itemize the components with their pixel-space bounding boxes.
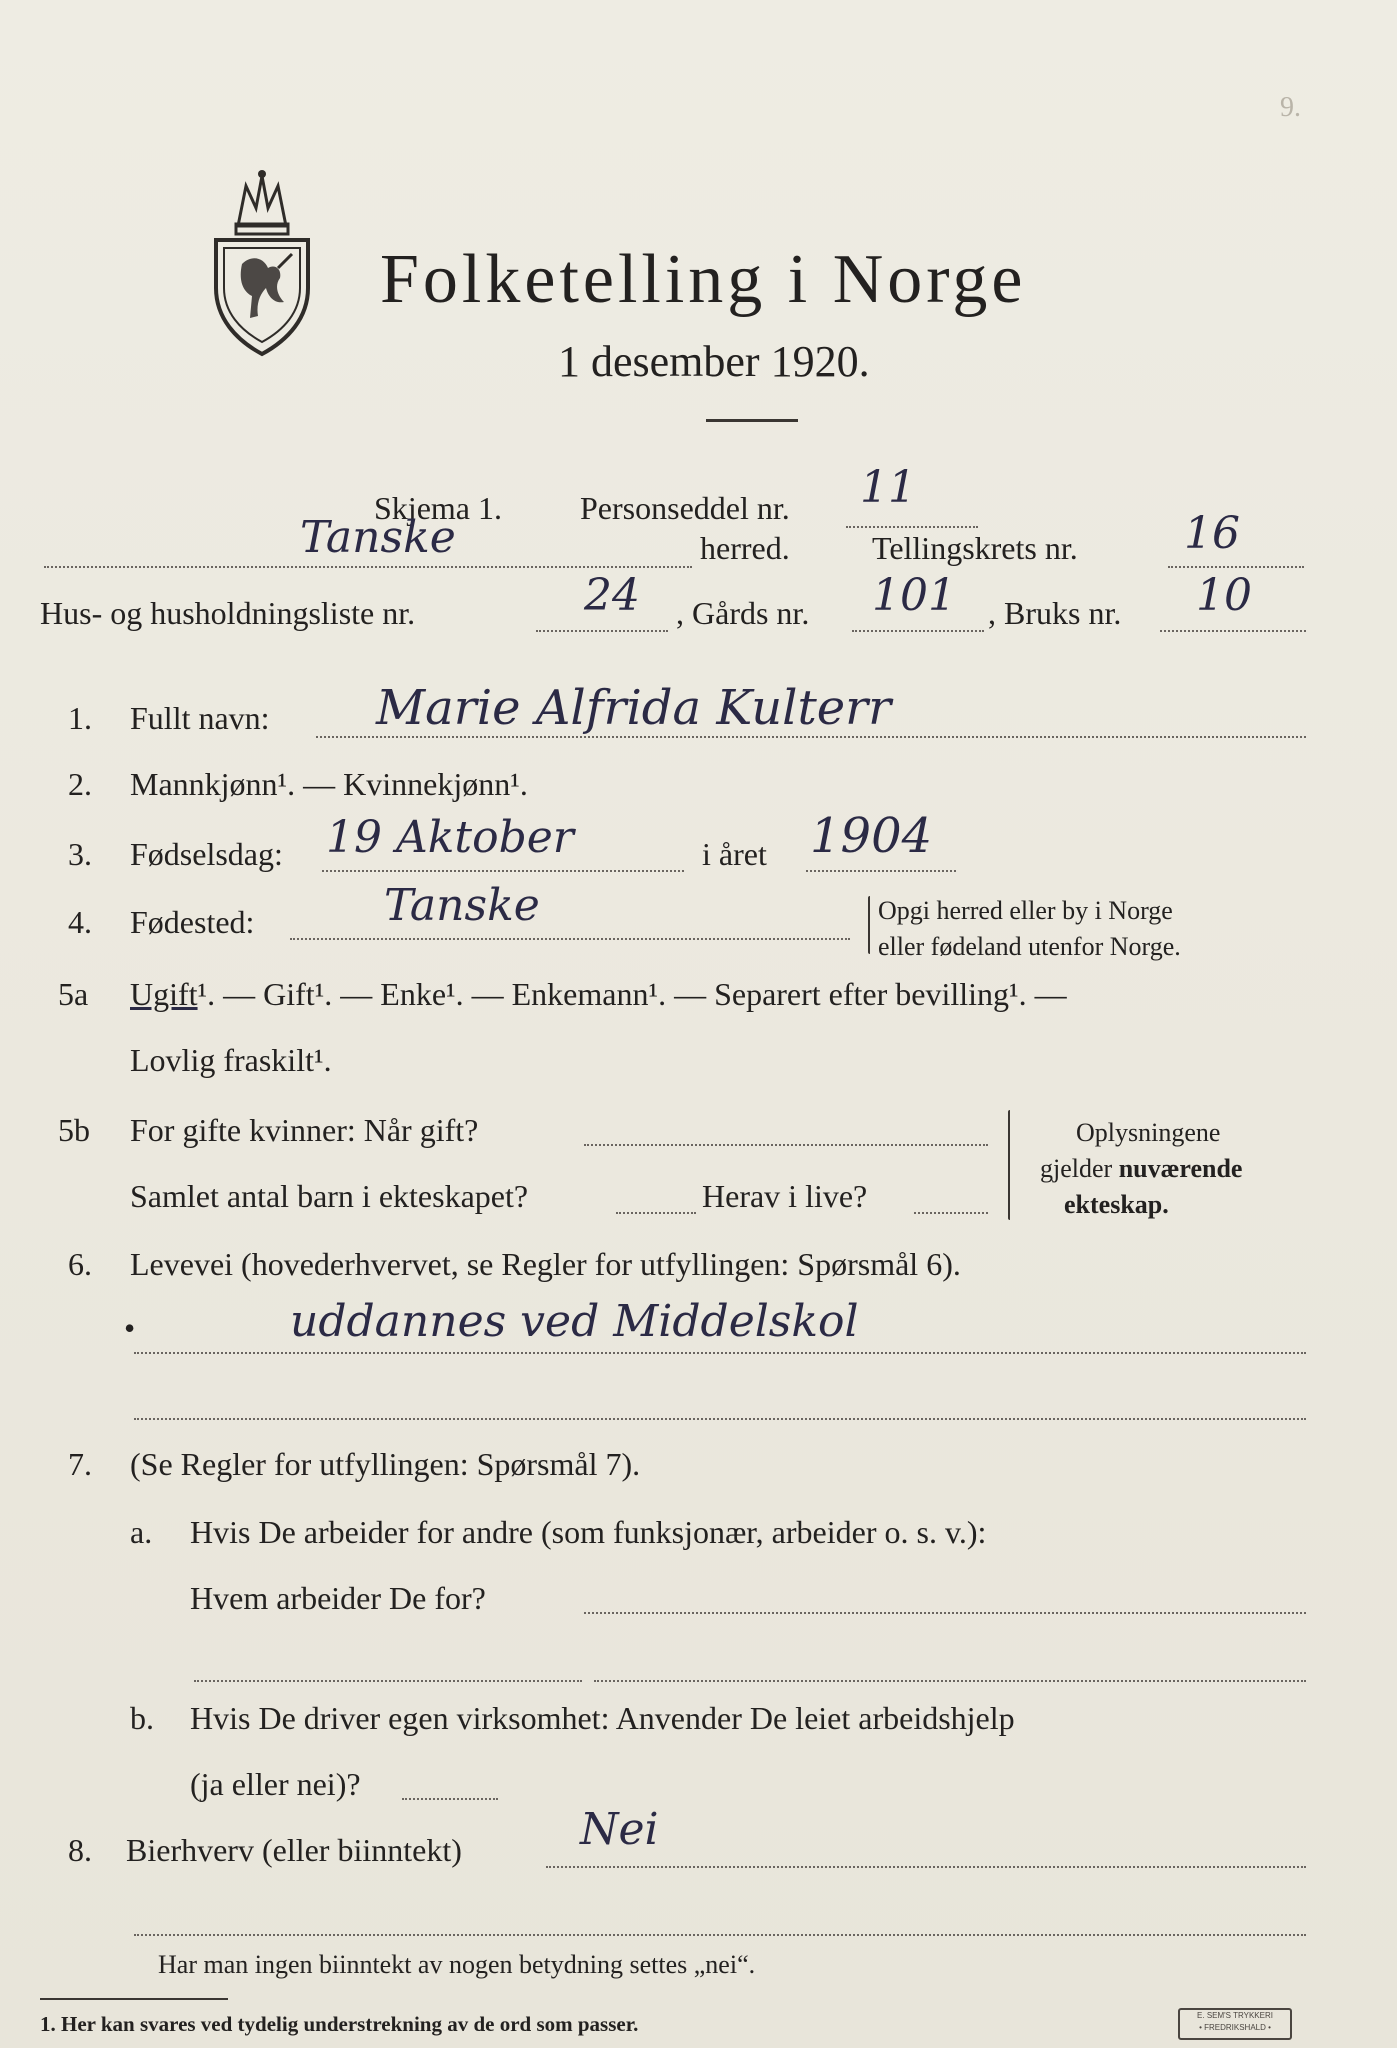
tellingskrets-field[interactable]: [1168, 566, 1304, 568]
bruks-value: 10: [1196, 570, 1252, 621]
tellingskrets-label: Tellingskrets nr.: [872, 530, 1078, 566]
birthplace-brace: [868, 896, 870, 954]
q1-number: 1.: [68, 700, 92, 736]
personseddel-field[interactable]: [846, 526, 978, 528]
title-divider: [706, 419, 798, 422]
printer-line-2: • FREDRIKSHALD •: [1199, 2023, 1271, 2032]
occupation-value: uddannes ved Middelskol: [290, 1296, 859, 1347]
birthplace-note-1: Opgi herred eller by i Norge: [878, 896, 1173, 925]
hired-help-label: (ja eller nei)?: [190, 1766, 361, 1802]
birthplace-note-2: eller fødeland utenfor Norge.: [878, 932, 1181, 961]
children-alive-field[interactable]: [914, 1212, 988, 1214]
marriage-note-1: Oplysningene: [1076, 1118, 1221, 1147]
bleed-through: 9.: [1280, 92, 1301, 123]
q1-label: Fullt navn:: [130, 700, 270, 736]
employer-field-1[interactable]: [584, 1612, 1306, 1614]
bruks-field[interactable]: [1160, 630, 1306, 632]
herred-value: Tanske: [300, 512, 456, 563]
birthdate-value: 19 Aktober: [326, 812, 574, 863]
gards-value: 101: [872, 570, 956, 621]
children-total-field[interactable]: [616, 1212, 696, 1214]
side-income-label: Bierhverv (eller biinntekt): [126, 1832, 462, 1868]
gards-label: , Gårds nr.: [676, 595, 810, 631]
marriage-note-2a: gjelder: [1040, 1154, 1119, 1183]
herred-label: herred.: [700, 530, 790, 566]
employer-label: Hvem arbeider De for?: [190, 1580, 486, 1616]
form-date: 1 desember 1920.: [558, 337, 870, 386]
ugift-underlined: Ugift: [130, 976, 198, 1012]
q5a-number: 5a: [58, 976, 89, 1012]
q2-number: 2.: [68, 766, 92, 802]
side-income-field[interactable]: [546, 1866, 1306, 1868]
herred-field[interactable]: [44, 566, 692, 568]
q7b-text: Hvis De driver egen virksomhet: Anvender De leiet arbeidshjelp: [190, 1700, 1015, 1736]
marital-status-options: [130, 976, 1067, 1013]
occupation-field-1[interactable]: [134, 1352, 1306, 1354]
hus-value: 24: [584, 570, 640, 621]
marriage-note-3: ekteskap.: [1064, 1190, 1169, 1219]
marital-status-rest: ¹. — Gift¹. — Enke¹. — Enkemann¹. — Separert efter bevilling¹. —: [197, 976, 1067, 1012]
bruks-label: , Bruks nr.: [988, 595, 1122, 631]
birthplace-value: Tanske: [384, 880, 540, 931]
side-income-value: Nei: [580, 1804, 659, 1855]
birthplace-field[interactable]: [290, 938, 850, 940]
birth-year-label: i året: [702, 836, 767, 872]
occupation-bullet: •: [124, 1310, 136, 1346]
marriage-note-2: [1040, 1154, 1242, 1184]
side-income-field-2[interactable]: [134, 1934, 1306, 1936]
q4-number: 4.: [68, 904, 92, 940]
printer-stamp: [1178, 2008, 1292, 2040]
q3-number: 3.: [68, 836, 92, 872]
q7a-number: a.: [130, 1514, 153, 1550]
marriage-note-brace: [1008, 1110, 1010, 1220]
personseddel-value: 11: [860, 462, 916, 513]
footnote-rule: [40, 1998, 228, 2000]
birthdate-field[interactable]: [322, 870, 684, 872]
q6-number: 6.: [68, 1246, 92, 1282]
hus-label: Hus- og husholdningsliste nr.: [40, 595, 416, 631]
hired-help-field[interactable]: [402, 1798, 498, 1800]
birth-year-field[interactable]: [806, 870, 956, 872]
birth-year-value: 1904: [810, 808, 933, 864]
q4-label: Fødested:: [130, 904, 255, 940]
hus-field[interactable]: [536, 630, 668, 632]
gender-options: Mannkjønn¹. — Kvinnekjønn¹.: [130, 766, 528, 802]
norway-coat-of-arms-icon: [208, 168, 316, 358]
employer-field-2b[interactable]: [594, 1680, 1306, 1682]
skjema-label: Skjema 1.: [374, 490, 502, 526]
q7b-number: b.: [130, 1700, 154, 1736]
personseddel-label: Personseddel nr.: [580, 490, 790, 526]
footer-note: Har man ingen biinntekt av nogen betydning settes „nei“.: [158, 1950, 756, 1979]
children-total-label: Samlet antal barn i ekteskapet?: [130, 1178, 529, 1214]
married-when-field[interactable]: [584, 1144, 988, 1146]
employer-field-2a[interactable]: [194, 1680, 582, 1682]
children-alive-label: Herav i live?: [702, 1178, 868, 1214]
q7-text: (Se Regler for utfyllingen: Spørsmål 7).: [130, 1446, 641, 1482]
tellingskrets-value: 16: [1184, 508, 1240, 559]
q5b-number: 5b: [58, 1112, 90, 1148]
marriage-note-2b: nuværende: [1118, 1154, 1243, 1183]
footnote: 1. Her kan svares ved tydelig understrekning av de ord som passer.: [40, 2012, 639, 2036]
divorced-option: Lovlig fraskilt¹.: [130, 1042, 332, 1078]
q8-number: 8.: [68, 1832, 92, 1868]
q7-number: 7.: [68, 1446, 92, 1482]
occupation-label: Levevei (hovederhvervet, se Regler for utfyllingen: Spørsmål 6).: [130, 1246, 961, 1282]
full-name-field[interactable]: [316, 736, 1306, 738]
q3-label: Fødselsdag:: [130, 836, 283, 872]
form-title: Folketelling i Norge: [380, 241, 1027, 318]
q7a-text: Hvis De arbeider for andre (som funksjonær, arbeider o. s. v.):: [190, 1514, 987, 1550]
occupation-field-2[interactable]: [134, 1418, 1306, 1420]
full-name-value: Marie Alfrida Kulterr: [376, 680, 892, 736]
married-when-label: For gifte kvinner: Når gift?: [130, 1112, 479, 1148]
printer-line-1: E. SEM'S TRYKKERI: [1197, 2011, 1273, 2020]
gards-field[interactable]: [852, 630, 984, 632]
